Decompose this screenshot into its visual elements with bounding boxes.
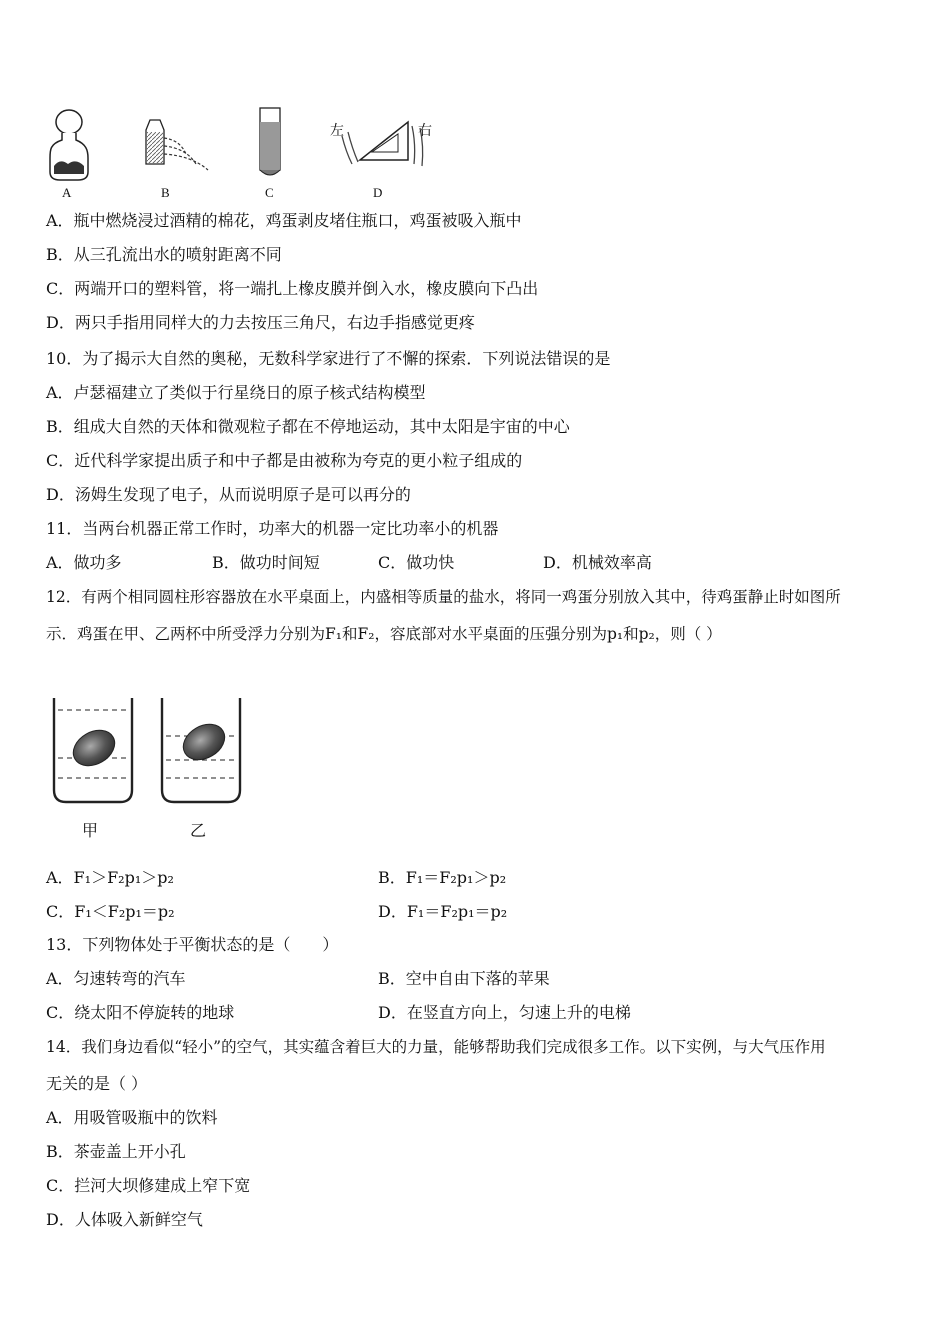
q13-stem: 13．下列物体处于平衡状态的是（ ） (46, 935, 339, 954)
q11-option-c: C．做功快 (378, 553, 455, 572)
q11-option-a: A．做功多 (46, 553, 122, 572)
q13-option-c: C．绕太阳不停旋转的地球 (46, 1003, 235, 1022)
q12-option-b: B．F₁＝F₂p₁＞p₂ (378, 868, 507, 887)
bottle-egg-icon (50, 110, 88, 180)
q9-option-b: B．从三孔流出水的喷射距离不同 (46, 245, 282, 264)
fig-label-a: A (62, 185, 72, 200)
q14-option-b: B．茶壶盖上开小孔 (46, 1142, 186, 1161)
beaker-yi-icon (162, 698, 240, 802)
q13-option-b: B．空中自由下落的苹果 (378, 969, 550, 988)
egg-yi-icon (177, 717, 231, 767)
q10-option-d: D．汤姆生发现了电子，从而说明原子是可以再分的 (46, 485, 411, 504)
q11-stem: 11．当两台机器正常工作时，功率大的机器一定比功率小的机器 (46, 519, 499, 538)
q14-option-c: C．拦河大坝修建成上窄下宽 (46, 1176, 251, 1195)
plastic-tube-icon (260, 108, 280, 175)
fig-q9-apparatus (40, 100, 460, 205)
fig-label-jia: 甲 (82, 821, 99, 840)
fig-right-label: 右 (418, 123, 432, 139)
triangle-ruler-icon (342, 122, 423, 166)
q14-stem-line1: 14．我们身边看似“轻小”的空气，其实蕴含着巨大的力量，能够帮助我们完成很多工作。以下实例，与大气压作用 (46, 1038, 826, 1056)
fig-label-d: D (373, 185, 383, 200)
three-hole-container-icon (146, 120, 208, 170)
q9-option-d: D．两只手指用同样大的力去按压三角尺，右边手指感觉更疼 (46, 313, 475, 332)
q14-option-d: D．人体吸入新鲜空气 (46, 1210, 203, 1229)
q10-option-b: B．组成大自然的天体和微观粒子都在不停地运动，其中太阳是宇宙的中心 (46, 417, 570, 436)
q11-option-b: B．做功时间短 (212, 553, 320, 572)
q12-stem-line2: 示．鸡蛋在甲、乙两杯中所受浮力分别为F₁和F₂，容底部对水平桌面的压强分别为p₁和p₂，则（ ） (46, 625, 722, 643)
fig-left-label: 左 (330, 123, 344, 139)
fig-label-c: C (265, 185, 274, 200)
q12-stem-line1: 12．有两个相同圆柱形容器放在水平桌面上，内盛相等质量的盐水，将同一鸡蛋分别放入其中，待鸡蛋静止时如图所 (46, 588, 841, 606)
q11-option-d: D．机械效率高 (543, 553, 652, 572)
q12-option-c: C．F₁＜F₂p₁＝p₂ (46, 902, 175, 921)
q14-option-a: A．用吸管吸瓶中的饮料 (46, 1108, 218, 1127)
q14-stem-line2: 无关的是（ ） (46, 1074, 148, 1093)
fig-label-b: B (161, 185, 170, 200)
q10-stem: 10．为了揭示大自然的奥秘，无数科学家进行了不懈的探索．下列说法错误的是 (46, 349, 611, 368)
q9-option-a: A．瓶中燃烧浸过酒精的棉花，鸡蛋剥皮堵住瓶口，鸡蛋被吸入瓶中 (46, 211, 522, 230)
q12-option-d: D．F₁＝F₂p₁＝p₂ (378, 902, 508, 921)
q10-option-a: A．卢瑟福建立了类似于行星绕日的原子核式结构模型 (46, 383, 426, 402)
fig-q12-beakers (44, 690, 254, 810)
q9-option-c: C．两端开口的塑料管，将一端扎上橡皮膜并倒入水，橡皮膜向下凸出 (46, 279, 539, 298)
egg-jia-icon (67, 723, 121, 773)
q12-option-a: A．F₁＞F₂p₁＞p₂ (46, 868, 174, 887)
fig-label-yi: 乙 (190, 821, 207, 840)
q10-option-c: C．近代科学家提出质子和中子都是由被称为夸克的更小粒子组成的 (46, 451, 523, 470)
beaker-jia-icon (54, 698, 132, 802)
q13-option-a: A．匀速转弯的汽车 (46, 969, 186, 988)
q13-option-d: D．在竖直方向上，匀速上升的电梯 (378, 1003, 631, 1022)
